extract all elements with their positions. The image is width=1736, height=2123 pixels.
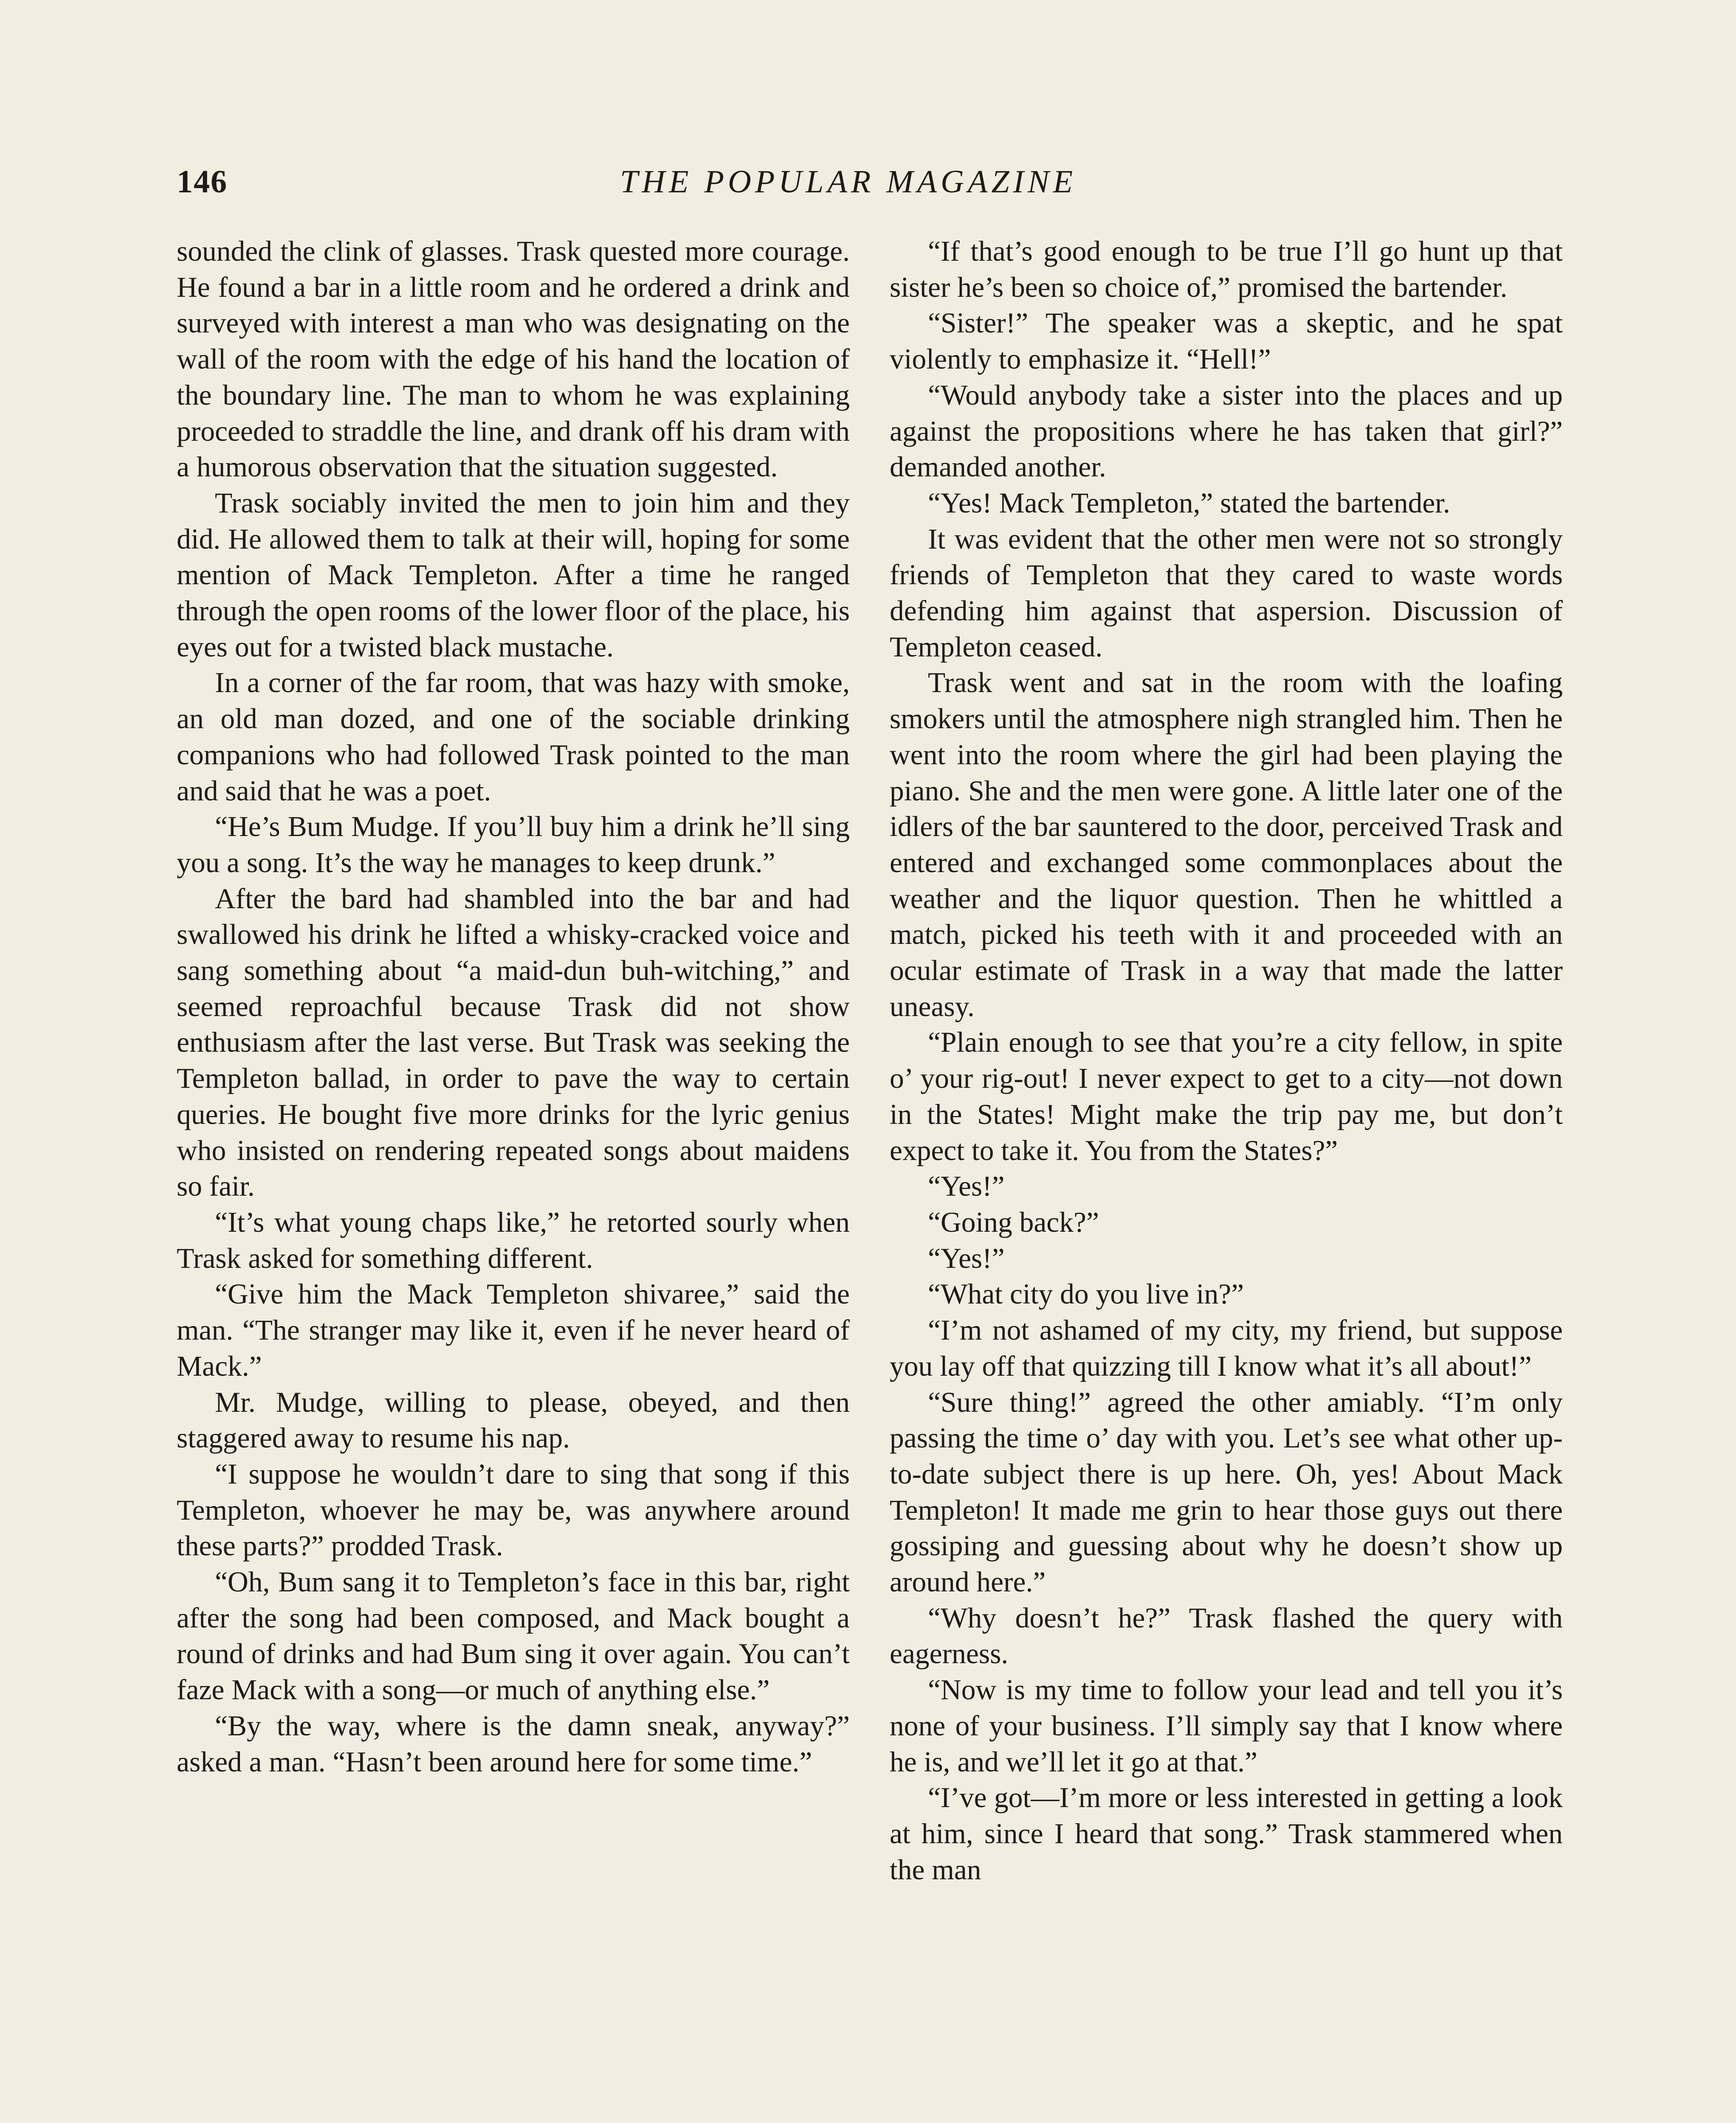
paragraph: “I’m not ashamed of my city, my friend, but suppose you lay off that quizzing till I know what it’s all about!” bbox=[890, 1314, 1563, 1382]
paragraph: “By the way, where is the damn sneak, anyway?” asked a man. “Hasn’t been around here for some time.” bbox=[177, 1709, 850, 1778]
paragraph: “Sure thing!” agreed the other amiably. “I’m only passing the time o’ day with you. Let’s see what other up-to-date subject there is up here. Oh, yes! About Mack Templeton! It made me grin to hear those guys out there gossiping and guessing about why he doesn’t show up around here.” bbox=[890, 1386, 1563, 1598]
paragraph: “Oh, Bum sang it to Templeton’s face in this bar, right after the song had been composed, and Mack bought a round of drinks and had Bum sing it over again. You can’t faze Mack with a song—or much of anything else.” bbox=[177, 1566, 850, 1706]
paragraph: “Sister!” The speaker was a skeptic, and he spat violently to emphasize it. “Hell!” bbox=[890, 307, 1563, 375]
paragraph: “Give him the Mack Templeton shivaree,” said the man. “The stranger may like it, even if he never heard of Mack.” bbox=[177, 1278, 850, 1382]
paragraph: “Plain enough to see that you’re a city fellow, in spite o’ your rig-out! I never expect to get to a city—not down in the States! Might make the trip pay me, but don’t expect to take it. You from the States?” bbox=[890, 1026, 1563, 1166]
page-number: 146 bbox=[177, 164, 228, 200]
running-head: THE POPULAR MAGAZINE bbox=[620, 164, 1077, 200]
paragraph: “He’s Bum Mudge. If you’ll buy him a drink he’ll sing you a song. It’s the way he manages to keep drunk.” bbox=[177, 811, 850, 878]
paragraph: Trask sociably invited the men to join him and they did. He allowed them to talk at their will, hoping for some mention of Mack Templeton. After a time he ranged through the open rooms of the lower floor of the place, his eyes out for a twisted black mustache. bbox=[177, 487, 850, 663]
paragraph: After the bard had shambled into the bar and had swallowed his drink he lifted a whisky-cracked voice and sang something about “a maid-dun buh-witching,” and seemed reproachful because Trask did not show enthusiasm after the last verse. But Trask was seeking the Templeton ballad, in order to pave the way to certain queries. He bought five more drinks for the lyric genius who insisted on rendering repeated songs about maidens so fair. bbox=[177, 882, 850, 1202]
paragraph: “It’s what young chaps like,” he retorted sourly when Trask asked for something different. bbox=[177, 1206, 850, 1274]
paragraph: “If that’s good enough to be true I’ll go hunt up that sister he’s been so choice of,” promised the bartender. bbox=[890, 235, 1563, 303]
paragraph: It was evident that the other men were not so strongly friends of Templeton that they cared to waste words defending him against that aspersion. Discussion of Templeton ceased. bbox=[890, 523, 1563, 663]
paragraph: “I suppose he wouldn’t dare to sing that song if this Templeton, whoever he may be, was anywhere around these parts?” prodded Trask. bbox=[177, 1458, 850, 1562]
paragraph: “Would anybody take a sister into the places and up against the propositions where he has taken that girl?” demanded another. bbox=[890, 379, 1563, 483]
paragraph: “Yes!” bbox=[928, 1170, 1005, 1202]
paragraph: “Yes! Mack Templeton,” stated the bartender. bbox=[928, 487, 1450, 519]
paragraph: “Now is my time to follow your lead and tell you it’s none of your business. I’ll simply say that I know where he is, and we’ll let it go at that.” bbox=[890, 1674, 1563, 1778]
paragraph: Trask went and sat in the room with the loafing smokers until the atmosphere nigh strangled him. Then he went into the room where the girl had been playing the piano. She and the men were gone. A little later one of the idlers of the bar sauntered to the door, perceived Trask and entered and exchanged some commonplaces about the weather and the liquor question. Then he whittled a match, picked his teeth with it and proceeded with an ocular estimate of Trask in a way that made the latter uneasy. bbox=[890, 667, 1563, 1022]
right-column bbox=[890, 234, 1563, 1888]
paragraph: In a corner of the far room, that was hazy with smoke, an old man dozed, and one of the sociable drinking companions who had followed Trask pointed to the man and said that he was a poet. bbox=[177, 667, 850, 807]
paragraph: “Why doesn’t he?” Trask flashed the query with eagerness. bbox=[890, 1602, 1563, 1670]
paragraph: “What city do you live in?” bbox=[928, 1278, 1244, 1310]
left-column bbox=[177, 234, 850, 1780]
paragraph: Mr. Mudge, willing to please, obeyed, and then staggered away to resume his nap. bbox=[177, 1386, 850, 1454]
paragraph: “I’ve got—I’m more or less interested in getting a look at him, since I heard that song.” Trask stammered when the man bbox=[890, 1782, 1563, 1886]
paragraph: “Yes!” bbox=[928, 1242, 1005, 1274]
paragraph: sounded the clink of glasses. Trask quested more courage. He found a bar in a little room and he ordered a drink and surveyed with interest a man who was designating on the wall of the room with the edge of his hand the location of the boundary line. The man to whom he was explaining proceeded to straddle the line, and drank off his dram with a humorous observation that the situation suggested. bbox=[177, 235, 850, 483]
paragraph: “Going back?” bbox=[928, 1206, 1099, 1238]
